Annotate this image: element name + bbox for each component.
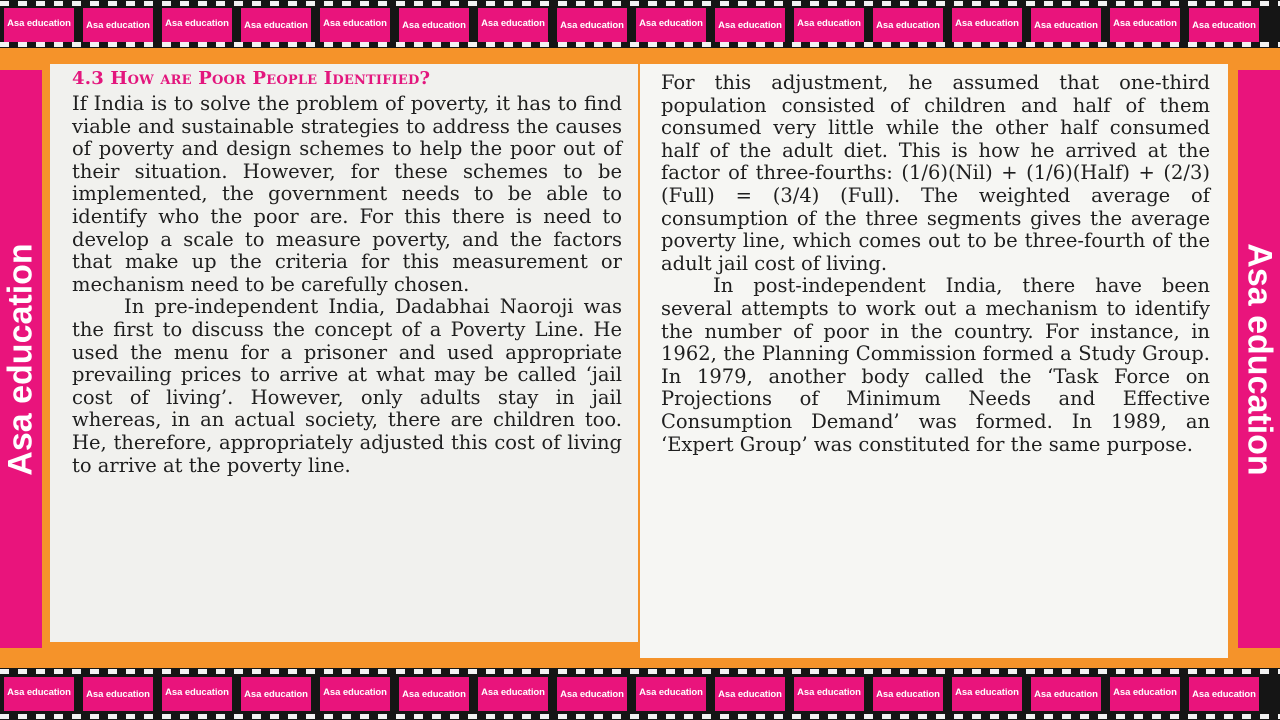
- brand-tile: Asa education: [4, 677, 74, 711]
- brand-tile: Asa education: [1110, 8, 1180, 42]
- brand-tile: Asa education: [636, 677, 706, 711]
- top-tiles: [4, 8, 1280, 42]
- brand-tile: Asa education: [557, 8, 627, 42]
- left-banner-text: Asa education: [1, 242, 40, 476]
- film-perforations-top: [0, 1, 1280, 6]
- brand-tile: Asa education: [1189, 677, 1259, 711]
- bottom-film-strip: [0, 668, 1280, 720]
- left-paragraph-1: If India is to solve the problem of poverty, it has to find viable and sustainable strategies to address the causes of poverty and design schemes to help the poor out of their situation. However, for these schemes to be implemented, the government needs to be able to identify who the poor are. For this there is need to develop a scale to measure poverty, and the factors that make up the criteria for this measurement or mechanism need to be carefully chosen.: [72, 92, 622, 296]
- brand-tile: Asa education: [399, 677, 469, 711]
- brand-tile: Asa education: [715, 8, 785, 42]
- right-side-banner: [1238, 70, 1280, 648]
- brand-tile: Asa education: [1189, 8, 1259, 42]
- brand-tile: Asa education: [241, 677, 311, 711]
- brand-tile: Asa education: [241, 8, 311, 42]
- brand-tile: Asa education: [478, 8, 548, 42]
- film-perforations-bottom: [0, 42, 1280, 47]
- bottom-tiles: [4, 677, 1280, 711]
- brand-tile: Asa education: [873, 677, 943, 711]
- brand-tile: Asa education: [557, 677, 627, 711]
- brand-tile: Asa education: [715, 677, 785, 711]
- brand-tile: Asa education: [952, 677, 1022, 711]
- brand-tile: Asa education: [1110, 677, 1180, 711]
- brand-tile: Asa education: [4, 8, 74, 42]
- brand-tile: Asa education: [1031, 677, 1101, 711]
- film-perforations-top: [0, 669, 1280, 674]
- right-banner-text: Asa education: [1240, 242, 1279, 476]
- brand-tile: Asa education: [873, 8, 943, 42]
- brand-tile: Asa education: [478, 677, 548, 711]
- brand-tile: Asa education: [83, 677, 153, 711]
- brand-tile: Asa education: [320, 8, 390, 42]
- page-left-column: [50, 64, 638, 642]
- top-film-strip: [0, 0, 1280, 48]
- brand-tile: Asa education: [952, 8, 1022, 42]
- brand-tile: Asa education: [794, 8, 864, 42]
- brand-tile: Asa education: [399, 8, 469, 42]
- brand-tile: Asa education: [794, 677, 864, 711]
- brand-tile: Asa education: [636, 8, 706, 42]
- page-right-column: [640, 64, 1228, 658]
- section-heading: 4.3 How are Poor People Identified?: [72, 68, 431, 89]
- brand-tile: Asa education: [162, 677, 232, 711]
- left-side-banner: [0, 70, 42, 648]
- film-perforations-bottom: [0, 714, 1280, 719]
- brand-tile: Asa education: [83, 8, 153, 42]
- left-paragraph-2: In pre-independent India, Dadabhai Naoroji was the first to discuss the concept of a Poverty Line. He used the menu for a prisoner and used appropriate prevailing prices to arrive at what may be called ‘jail cost of living’. However, only adults stay in jail whereas, in an actual society, there are children too. He, therefore, appropriately adjusted this cost of living to arrive at the poverty line.: [72, 295, 622, 477]
- brand-tile: Asa education: [320, 677, 390, 711]
- brand-tile: Asa education: [162, 8, 232, 42]
- right-paragraph-2: In post-independent India, there have been several attempts to work out a mechanism to identify the number of poor in the country. For instance, in 1962, the Planning Commission formed a Study Group. In 1979, another body called the ‘Task Force on Projections of Minimum Needs and Effective Consumption Demand’ was formed. In 1989, an ‘Expert Group’ was constituted for the same purpose.: [661, 274, 1210, 456]
- right-paragraph-1: For this adjustment, he assumed that one-third population consisted of children and half of them consumed very little while the other half consumed half of the adult diet. This is how he arrived at the factor of three-fourths: (1/6)(Nil) + (1/6)(Half) + (2/3)(Full) = (3/4) (Full). The weighted average of consumption of the three segments gives the average poverty line, which comes out to be three-fourth of the adult jail cost of living.: [661, 71, 1210, 275]
- brand-tile: Asa education: [1031, 8, 1101, 42]
